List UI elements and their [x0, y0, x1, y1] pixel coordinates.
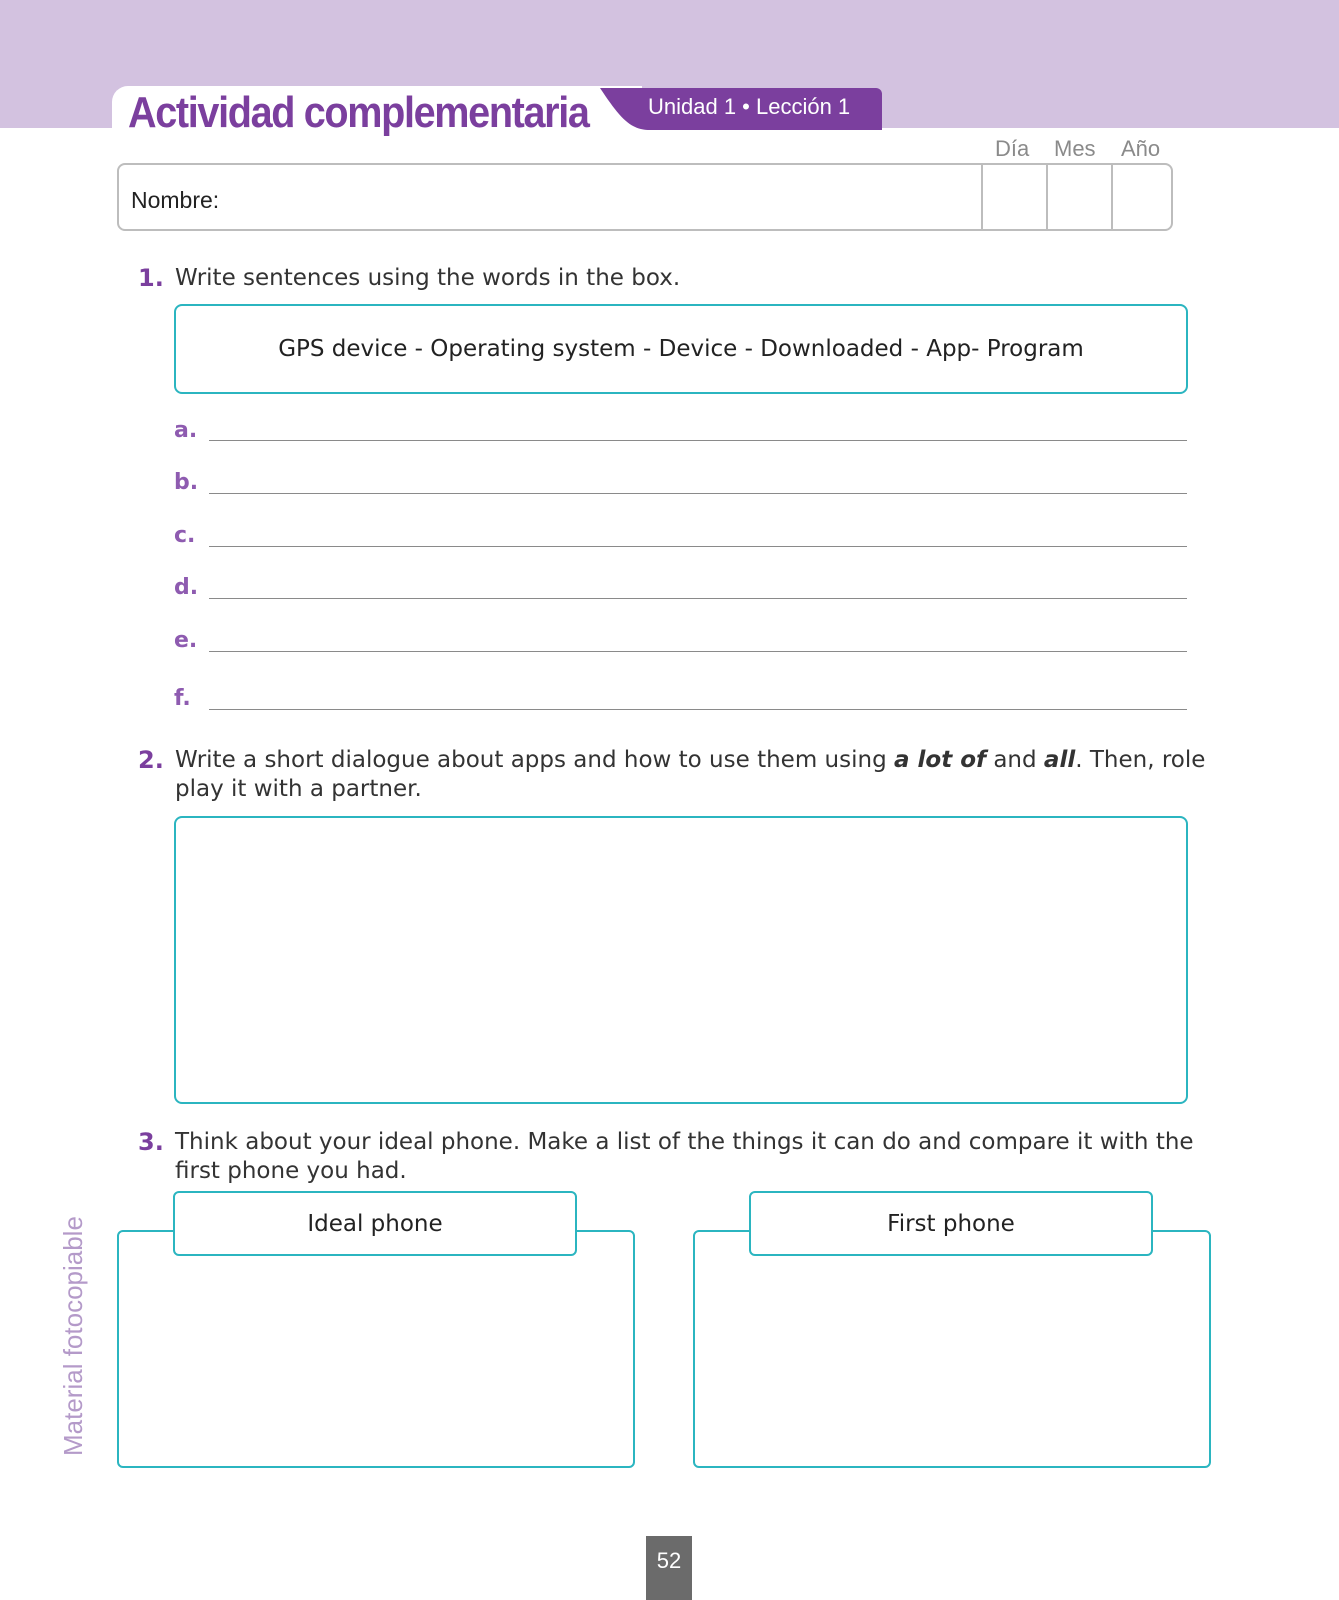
first-phone-header — [749, 1191, 1153, 1256]
answer-line-c[interactable] — [209, 546, 1187, 547]
first-phone-box[interactable] — [693, 1230, 1211, 1468]
year-field[interactable] — [1111, 165, 1113, 231]
question-2-text-start: Write a short dialogue about apps and how to use them using — [175, 747, 894, 773]
line-label-e: e. — [174, 628, 198, 653]
line-label-b: b. — [174, 470, 199, 495]
month-label: Mes — [1054, 136, 1096, 161]
line-label-c: c. — [174, 523, 196, 548]
ideal-phone-header — [173, 1191, 577, 1256]
question-2-text-end: . Then, role play it with a partner. — [175, 747, 1206, 802]
question-2-emphasis-a-lot-of: a lot of — [893, 747, 987, 773]
answer-line-f[interactable] — [209, 709, 1187, 710]
line-label-f: f. — [174, 686, 191, 711]
question-3-number: 3. — [138, 1128, 164, 1156]
page-number: 52 — [646, 1536, 692, 1600]
answer-line-a[interactable] — [209, 440, 1187, 441]
question-2-text-mid: and — [986, 747, 1044, 773]
question-3-prompt: Think about your ideal phone. Make a list of the things it can do and compare it with the first phone you had. — [175, 1129, 1194, 1184]
question-2-prompt — [175, 746, 1215, 804]
year-label: Año — [1121, 136, 1161, 161]
first-phone-label: First phone — [887, 1210, 1015, 1237]
day-label: Día — [995, 136, 1030, 161]
month-field[interactable] — [1046, 165, 1048, 231]
answer-line-d[interactable] — [209, 598, 1187, 599]
question-2-emphasis-all: all — [1043, 747, 1076, 773]
side-label: Material fotocopiable — [58, 1216, 88, 1456]
word-box — [174, 304, 1188, 394]
word-box-text: GPS device - Operating system - Device - Downloaded - App- Program — [278, 336, 1084, 362]
answer-line-e[interactable] — [209, 651, 1187, 652]
name-field[interactable] — [117, 163, 1173, 231]
dialogue-box[interactable] — [174, 816, 1188, 1104]
name-label: Nombre: — [131, 187, 220, 213]
ideal-phone-label: Ideal phone — [307, 1210, 443, 1237]
lesson-label: Unidad 1 • Lección 1 — [648, 94, 851, 119]
question-1-number: 1. — [138, 264, 164, 292]
page-title: Actividad complementaria — [128, 88, 589, 137]
day-field[interactable] — [981, 165, 983, 231]
question-1-prompt: Write sentences using the words in the box. — [175, 265, 681, 291]
question-2-number: 2. — [138, 746, 164, 774]
answer-line-b[interactable] — [209, 493, 1187, 494]
ideal-phone-box[interactable] — [117, 1230, 635, 1468]
line-label-a: a. — [174, 418, 198, 443]
line-label-d: d. — [174, 575, 199, 600]
